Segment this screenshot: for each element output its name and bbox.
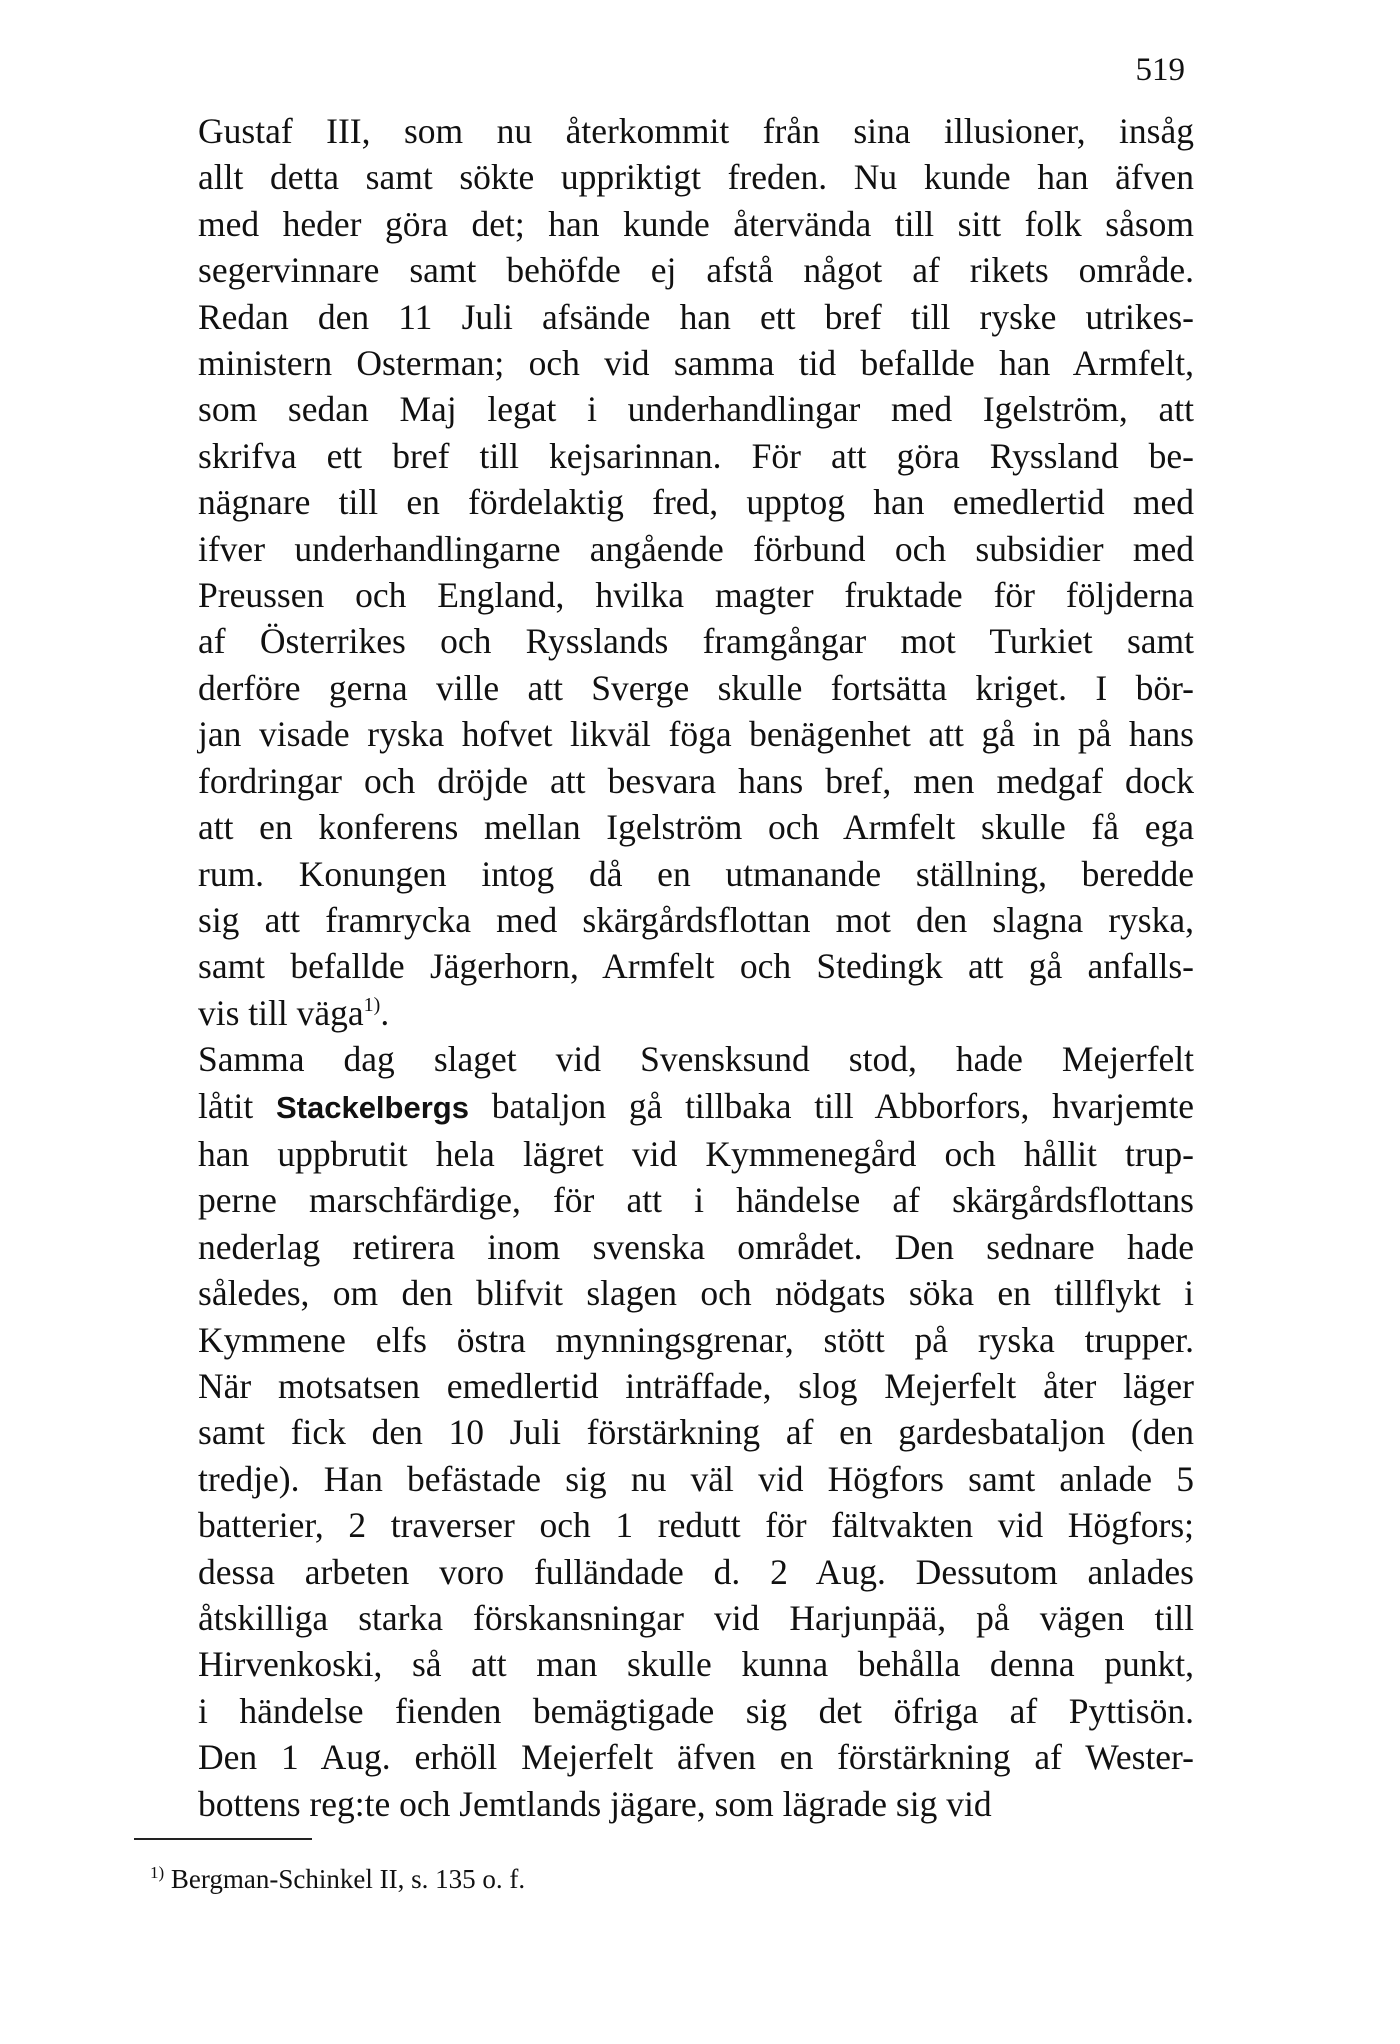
page-number: 519	[1135, 52, 1185, 88]
footnote-marker: 1)	[150, 1863, 165, 1882]
text-line	[134, 1083, 1194, 1131]
text-fragment: låtit	[198, 1085, 254, 1126]
text-line: allt detta samt sökte uppriktigt freden. Nu kunde han äfven	[198, 157, 1194, 198]
paragraph-1	[134, 108, 1194, 1036]
text-line: samt befallde Jägerhorn, Armfelt och Stedingk att gå anfalls-	[198, 946, 1194, 987]
text-line: Hirvenkoski, så att man skulle kunna behålla denna punkt,	[198, 1644, 1194, 1685]
text-line: Kymmene elfs östra mynningsgrenar, stött på ryska trupper.	[198, 1319, 1194, 1360]
text-line: batterier, 2 traverser och 1 redutt för fältvakten vid Högfors;	[198, 1505, 1194, 1546]
text-line: ifver underhandlingarne angående förbund och subsidier med	[198, 528, 1194, 569]
text-line: Gustaf III, som nu återkommit från sina illusioner, insåg	[198, 111, 1194, 151]
text-line: sig att framrycka med skärgårdsflottan mot den slagna ryska,	[198, 899, 1194, 940]
text-line: tredje). Han befästade sig nu väl vid Högfors samt anlade 5	[198, 1458, 1194, 1499]
footnote-reference: 1)	[363, 993, 381, 1016]
text-line: Den 1 Aug. erhöll Mejerfelt äfven en förstärkning af Wester-	[198, 1737, 1194, 1778]
text-line-content: vis till väga	[198, 992, 364, 1033]
text-line: rum. Konungen intog då en utmanande ställning, beredde	[198, 853, 1194, 894]
text-line: med heder göra det; han kunde återvända till sitt folk såsom	[198, 203, 1194, 244]
text-line: När motsatsen emedlertid inträffade, slog Mejerfelt åter läger	[198, 1365, 1194, 1406]
text-line: att en konferens mellan Igelström och Armfelt skulle få ega	[198, 807, 1194, 848]
text-line: Samma dag slaget vid Svensksund stod, hade Mejerfelt	[198, 1039, 1194, 1080]
text-line: perne marschfärdige, för att i händelse af skärgårdsflottans	[198, 1180, 1194, 1221]
text-line: Preussen och England, hvilka magter fruktade för följderna	[198, 575, 1194, 616]
emphasized-name: Stackelbergs	[275, 1089, 469, 1125]
text-line	[134, 990, 1194, 1036]
paragraph-2	[134, 1036, 1194, 1827]
footnote-divider	[134, 1838, 312, 1840]
body-text	[134, 108, 1194, 1827]
text-line: dessa arbeten voro fulländade d. 2 Aug. Dessutom anlades	[198, 1551, 1194, 1592]
text-line: i händelse fienden bemägtigade sig det öfriga af Pyttisön.	[198, 1690, 1194, 1731]
text-line: skrifva ett bref till kejsarinnan. För att göra Ryssland be-	[198, 435, 1194, 476]
text-line: Redan den 11 Juli afsände han ett bref till ryske utrikes-	[198, 296, 1194, 337]
text-line: derföre gerna ville att Sverge skulle fortsätta kriget. I bör-	[198, 667, 1194, 708]
footnote-text: Bergman-Schinkel II, s. 135 o. f.	[170, 1864, 526, 1894]
text-line: nederlag retirera inom svenska området. Den sednare hade	[198, 1226, 1194, 1267]
text-fragment: bataljon gå tillbaka till Abborfors, hvarjemte	[491, 1085, 1194, 1126]
text-line: samt fick den 10 Juli förstärkning af en gardesbataljon (den	[198, 1412, 1194, 1453]
footnote	[150, 1862, 525, 1896]
text-line: fordringar och dröjde att besvara hans bref, men medgaf dock	[198, 760, 1194, 801]
text-line: segervinnare samt behöfde ej afstå något af rikets område.	[198, 250, 1194, 291]
text-line: som sedan Maj legat i underhandlingar med Igelström, att	[198, 389, 1194, 430]
text-line: af Österrikes och Rysslands framgångar mot Turkiet samt	[198, 621, 1194, 662]
text-line: jan visade ryska hofvet likväl föga benägenhet att gå in på hans	[198, 714, 1194, 755]
text-line: ministern Osterman; och vid samma tid befallde han Armfelt,	[198, 343, 1194, 384]
text-line-tail: .	[380, 992, 390, 1033]
text-line: nägnare till en fördelaktig fred, upptog han emedlertid med	[198, 482, 1194, 523]
text-line: han uppbrutit hela lägret vid Kymmenegård och hållit trup-	[198, 1133, 1194, 1174]
text-line: således, om den blifvit slagen och nödgats söka en tillflykt i	[198, 1273, 1194, 1314]
text-line: bottens reg:te och Jemtlands jägare, som lägrade sig vid	[198, 1783, 992, 1824]
text-line: åtskilliga starka förskansningar vid Harjunpää, på vägen till	[198, 1598, 1194, 1638]
